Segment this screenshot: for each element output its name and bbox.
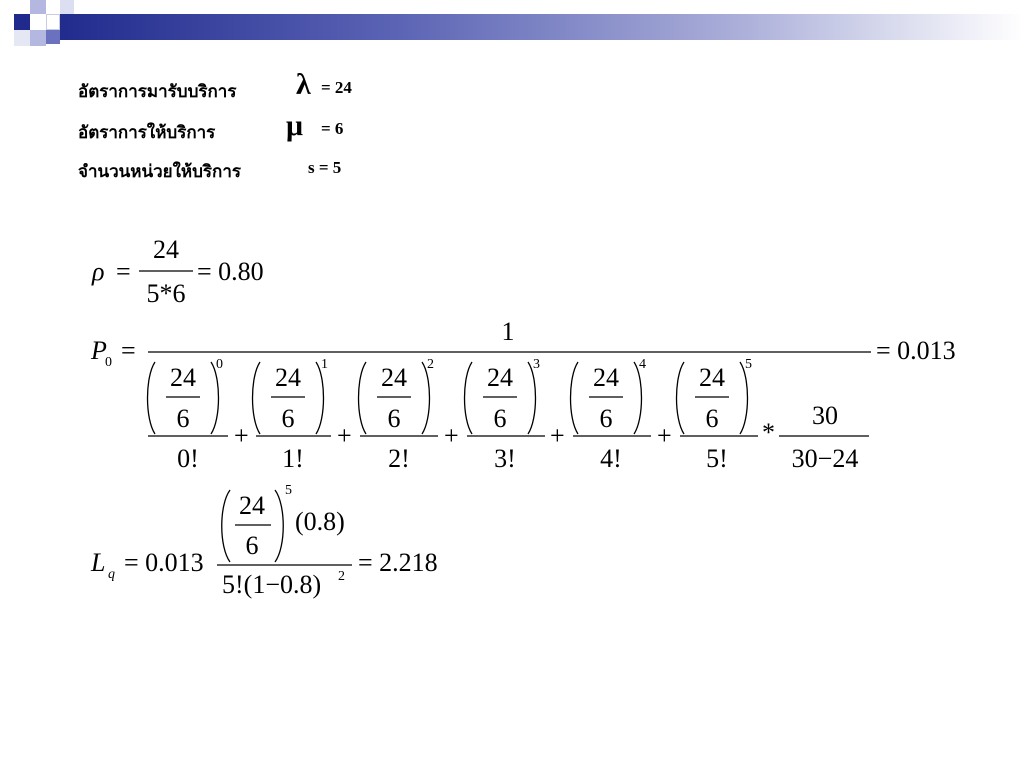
rho-numerator: 24 xyxy=(153,235,179,264)
p0-term-left-paren xyxy=(465,362,473,434)
rho-result: = 0.80 xyxy=(197,257,264,286)
p0-numerator: 1 xyxy=(501,317,515,346)
p0-term-plus: + xyxy=(657,421,672,450)
p0-term-left-paren xyxy=(571,362,579,434)
param-label: อัตราการมารับบริการ xyxy=(78,82,237,101)
rho-symbol: ρ xyxy=(92,257,105,286)
p0-subscript: 0 xyxy=(105,355,112,370)
p0-term-numerator: 24 xyxy=(699,363,725,392)
p0-term-exponent: 0 xyxy=(216,357,223,372)
mu-symbol: μ xyxy=(286,109,304,142)
p0-multiply: * xyxy=(762,418,775,447)
p0-term-plus: + xyxy=(444,421,459,450)
p0-term-factorial: 0! xyxy=(177,444,199,473)
p0-symbol: P xyxy=(91,336,107,365)
p0-term-numerator: 24 xyxy=(170,363,196,392)
p0-term-exponent: 5 xyxy=(745,357,752,372)
lambda-symbol: λ xyxy=(296,68,311,101)
p0-term-right-paren xyxy=(634,362,642,434)
p0-term-factorial: 2! xyxy=(388,444,410,473)
p0-term-numerator: 24 xyxy=(593,363,619,392)
p0-term-denominator: 6 xyxy=(493,404,507,433)
p0-term-denominator: 6 xyxy=(176,404,190,433)
rho-equals: = xyxy=(116,257,131,286)
p0-term-left-paren xyxy=(359,362,367,434)
p0-result: = 0.013 xyxy=(876,336,956,365)
p0-term-right-paren xyxy=(422,362,430,434)
p0-term-denominator: 6 xyxy=(387,404,401,433)
lq-coefficient: = 0.013 xyxy=(124,548,204,577)
lq-symbol: L xyxy=(91,548,106,577)
p0-term-factorial: 4! xyxy=(600,444,622,473)
param-label: จำนวนหน่วยให้บริการ xyxy=(78,162,242,181)
p0-term-factorial: 3! xyxy=(494,444,516,473)
p0-equals: = xyxy=(121,336,136,365)
p0-last-denominator: 30−24 xyxy=(791,444,859,473)
lq-equation xyxy=(90,483,438,599)
p0-term-plus: + xyxy=(234,421,249,450)
p0-term-exponent: 3 xyxy=(533,357,540,372)
p0-term-exponent: 1 xyxy=(321,357,328,372)
p0-term-denominator: 6 xyxy=(599,404,613,433)
param-label: อัตราการให้บริการ xyxy=(78,123,216,142)
p0-term-left-paren xyxy=(253,362,261,434)
param-value: = 24 xyxy=(321,78,352,97)
p0-term-exponent: 2 xyxy=(427,357,434,372)
p0-term-right-paren xyxy=(740,362,748,434)
p0-term-left-paren xyxy=(677,362,685,434)
p0-term-denominator: 6 xyxy=(281,404,295,433)
p0-term-right-paren xyxy=(316,362,324,434)
p0-term-denominator: 6 xyxy=(705,404,719,433)
p0-last-numerator: 30 xyxy=(812,401,838,430)
p0-term-left-paren xyxy=(148,362,156,434)
p0-term-numerator: 24 xyxy=(487,363,513,392)
rho-denominator: 5*6 xyxy=(146,279,186,308)
p0-term-factorial: 5! xyxy=(706,444,728,473)
lq-exponent: 5 xyxy=(285,483,292,498)
lq-denominator: 5!(1−0.8) xyxy=(222,570,322,599)
p0-term-numerator: 24 xyxy=(381,363,407,392)
lq-subscript: q xyxy=(108,567,115,582)
param-value: = 6 xyxy=(321,119,344,138)
p0-terms xyxy=(148,357,759,473)
lq-den-exponent: 2 xyxy=(338,569,345,584)
lq-result: = 2.218 xyxy=(358,548,438,577)
lq-left-paren xyxy=(222,490,230,562)
param-value: s = 5 xyxy=(308,158,342,177)
p0-term-plus: + xyxy=(550,421,565,450)
lq-inner-denominator: 6 xyxy=(245,531,259,560)
p0-term-right-paren xyxy=(528,362,536,434)
lq-inner-numerator: 24 xyxy=(239,491,265,520)
rho-equation xyxy=(91,235,264,308)
p0-term-right-paren xyxy=(211,362,219,434)
p0-term-exponent: 4 xyxy=(639,357,646,372)
lq-right-paren xyxy=(275,490,283,562)
p0-term-numerator: 24 xyxy=(275,363,301,392)
p0-equation xyxy=(90,317,956,473)
lq-factor: (0.8) xyxy=(295,507,345,536)
p0-term-factorial: 1! xyxy=(282,444,304,473)
p0-term-plus: + xyxy=(337,421,352,450)
